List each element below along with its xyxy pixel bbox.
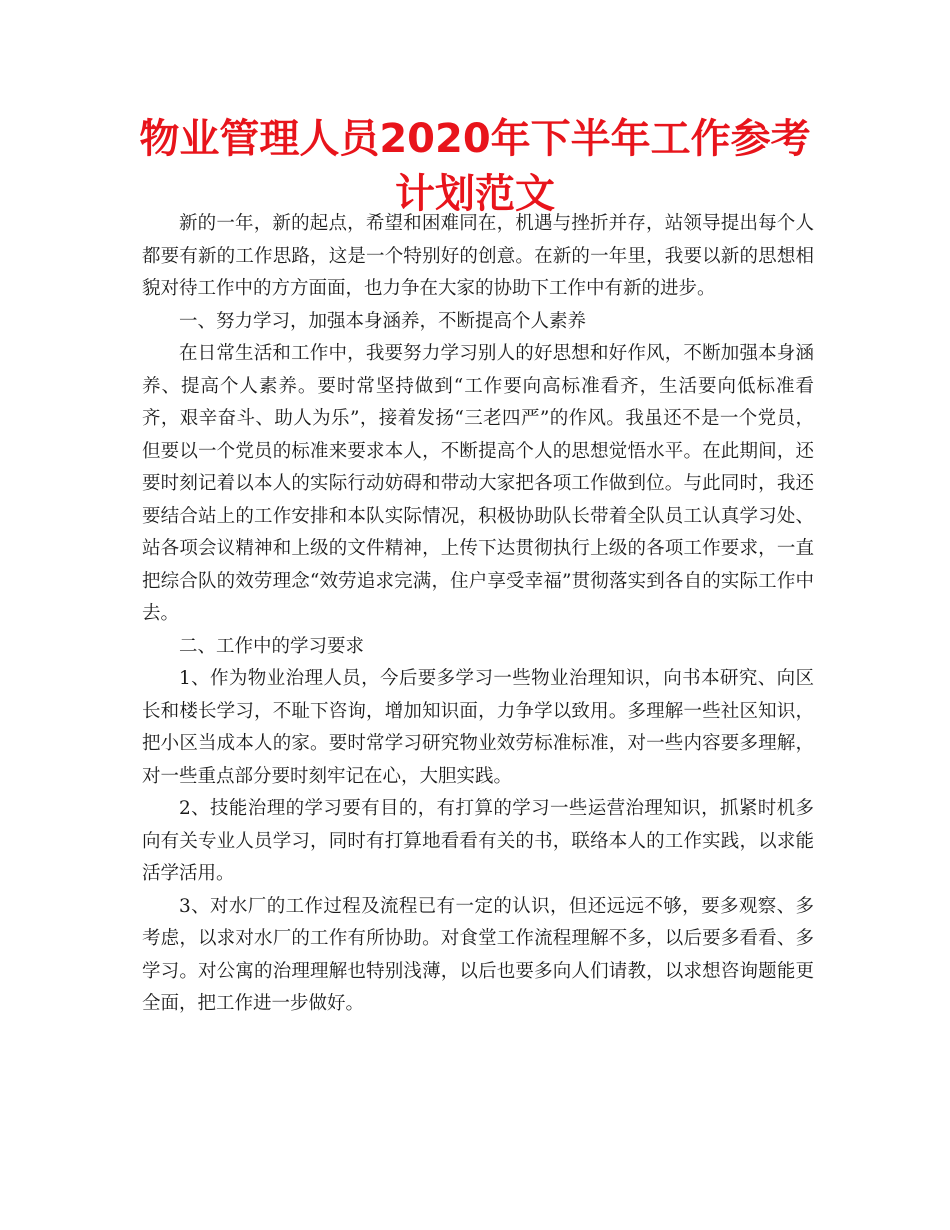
paragraph-item-1: 1、作为物业治理人员，今后要多学习一些物业治理知识，向书本研究、向区长和楼长学习，不耻下咨询，增加知识面，力争学以致用。多理解一些社区知识，把小区当成本人的家。要时常学习研究物业效劳标准标准，对一些内容要多理解，对一些重点部分要时刻牢记在心，大胆实践。 bbox=[142, 668, 814, 787]
section-heading-2: 二、工作中的学习要求 bbox=[179, 635, 365, 657]
document-title: 物业管理人员2020年下半年工作参考计划范文 bbox=[139, 116, 811, 217]
paragraph-intro: 新的一年，新的起点，希望和困难同在，机遇与挫折并存，站领导提出每个人都要有新的工作思路，这是一个特别好的创意。在新的一年里，我要以新的思想相貌对待工作中的方方面面，也力争在大家的协助下工作中有新的进步。 bbox=[142, 213, 814, 299]
paragraph-section-1: 在日常生活和工作中，我要努力学习别人的好思想和好作风，不断加强本身涵养、提高个人素养。要时常坚持做到“工作要向高标准看齐，生活要向低标准看齐，艰辛奋斗、助人为乐”，接着发扬“三老四严”的作风。我虽还不是一个党员，但要以一个党员的标准来要求本人，不断提高个人的思想觉悟水平。在此期间，还要时刻记着以本人的实际行动妨碍和带动大家把各项工作做到位。与此同时，我还要结合站上的工作安排和本队实际情况，积极协助队长带着全队员工认真学习处、站各项会议精神和上级的文件精神，上传下达贯彻执行上级的各项工作要求，一直把综合队的效劳理念“效劳追求完满，住户享受幸福”贯彻落实到各自的实际工作中去。 bbox=[142, 343, 814, 624]
section-heading-1: 一、努力学习，加强本身涵养，不断提高个人素养 bbox=[179, 310, 587, 332]
paragraph-item-2: 2、技能治理的学习要有目的，有打算的学习一些运营治理知识，抓紧时机多向有关专业人员学习，同时有打算地看看有关的书，联络本人的工作实践，以求能活学活用。 bbox=[142, 798, 814, 884]
paragraph-item-3: 3、对水厂的工作过程及流程已有一定的认识，但还远远不够，要多观察、多考虑，以求对水厂的工作有所协助。对食堂工作流程理解不多，以后要多看看、多学习。对公寓的治理理解也特别浅薄，以后也要多向人们请教，以求想咨询题能更全面，把工作进一步做好。 bbox=[142, 895, 814, 1014]
document-body bbox=[142, 208, 814, 1021]
